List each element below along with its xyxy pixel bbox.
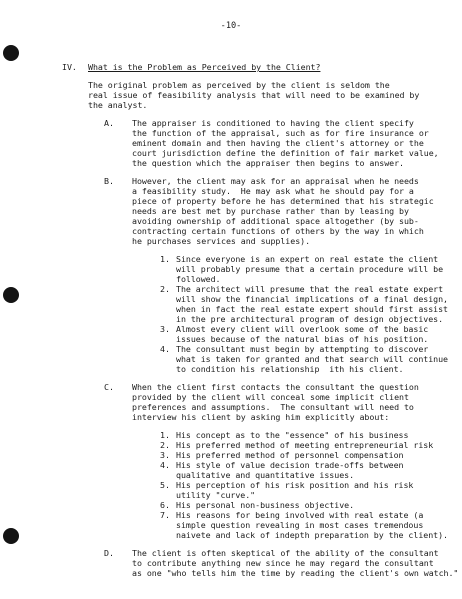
subitem-line: utility "curve." [176,490,256,500]
paragraph-line: the question which the appraiser then begins to answer. [132,158,404,168]
paragraph-line: court jurisdiction define the definition of fair market value, [132,148,439,158]
paragraph-line: When the client first contacts the consultant the question [132,382,419,392]
binder-hole [3,45,19,61]
paragraph-line: a feasibility study. He may ask what he should pay for a [132,186,414,196]
page-number: -10- [220,21,242,31]
subitem-line: qualitative and quantitative issues. [176,470,355,480]
item-label-a: A. [104,118,114,128]
binder-hole [3,528,19,544]
subitem-number: 4. [160,344,170,354]
subitem-number: 1. [160,430,170,440]
subitem-number: 3. [160,324,170,334]
subitem-number: 4. [160,460,170,470]
section-numeral: IV. [62,62,77,72]
paragraph-line: preferences and assumptions. The consultant will need to [132,402,414,412]
subitem-line: His personal non-business objective. [176,500,355,510]
subitem-line: His preferred method of personnel compensation [176,450,404,460]
subitem-line: His perception of his risk position and his risk [176,480,414,490]
subitem-line: will probably presume that a certain procedure will be [176,264,444,274]
subitem-line: in the pre architectural program of design objectives. [176,314,444,324]
paragraph-line: avoiding ownership of additional space altogether (by sub- [132,216,419,226]
intro-line: real issue of feasibility analysis that will need to be examined by [88,90,420,100]
binder-hole [3,287,19,303]
subitem-number: 2. [160,284,170,294]
subitem-number: 6. [160,500,170,510]
subitem-line: Almost every client will overlook some of the basic [176,324,429,334]
subitem-line: His preferred method of meeting entrepreneurial risk [176,440,434,450]
subitem-line: simple question revealing in most cases tremendous [176,520,424,530]
subitem-number: 3. [160,450,170,460]
paragraph-line: provided by the client will conceal some implicit client [132,392,409,402]
subitem-line: followed. [176,274,221,284]
paragraph-line: needs are best met by purchase rather than by leasing by [132,206,409,216]
subitem-line: issues because of the natural bias of his position. [176,334,429,344]
paragraph-line: he purchases services and supplies). [132,236,311,246]
subitem-line: The consultant must begin by attempting to discover [176,344,429,354]
item-label-d: D. [104,548,114,558]
intro-line: the analyst. [88,100,148,110]
subitem-line: His reasons for being involved with real estate (a [176,510,424,520]
subitem-number: 7. [160,510,170,520]
paragraph-line: contracting certain functions of others by the way in which [132,226,424,236]
paragraph-line: The client is often skeptical of the ability of the consultant [132,548,439,558]
intro-line: The original problem as perceived by the client is seldom the [88,80,390,90]
item-label-b: B. [104,176,114,186]
paragraph-line: interview his client by asking him explicitly about: [132,412,390,422]
subitem-number: 5. [160,480,170,490]
subitem-number: 2. [160,440,170,450]
subitem-line: when in fact the real estate expert should first assist [176,304,448,314]
subitem-line: will show the financial implications of a final design, [176,294,448,304]
subitem-number: 1. [160,254,170,264]
paragraph-line: to contribute anything new since he may regard the consultant [132,558,434,568]
item-label-c: C. [104,382,114,392]
paragraph-line: The appraiser is conditioned to having the client specify [132,118,414,128]
subitem-line: Since everyone is an expert on real estate the client [176,254,439,264]
subitem-line: to condition his relationship ith his client. [176,364,404,374]
paragraph-line: However, the client may ask for an appraisal when he needs [132,176,419,186]
subitem-line: what is taken for granted and that search will continue [176,354,448,364]
paragraph-line: as one "who tells him the time by reading the client's own watch." [132,568,459,578]
subitem-line: The architect will presume that the real estate expert [176,284,444,294]
subitem-line: naivete and lack of indepth preparation by the client). [176,530,448,540]
paragraph-line: the function of the appraisal, such as for fire insurance or [132,128,429,138]
subitem-line: His style of value decision trade-offs between [176,460,404,470]
paragraph-line: eminent domain and then having the client's attorney or the [132,138,424,148]
subitem-line: His concept as to the "essence" of his business [176,430,409,440]
paragraph-line: piece of property before he has determined that his strategic [132,196,434,206]
section-title: What is the Problem as Perceived by the Client? [88,62,321,72]
